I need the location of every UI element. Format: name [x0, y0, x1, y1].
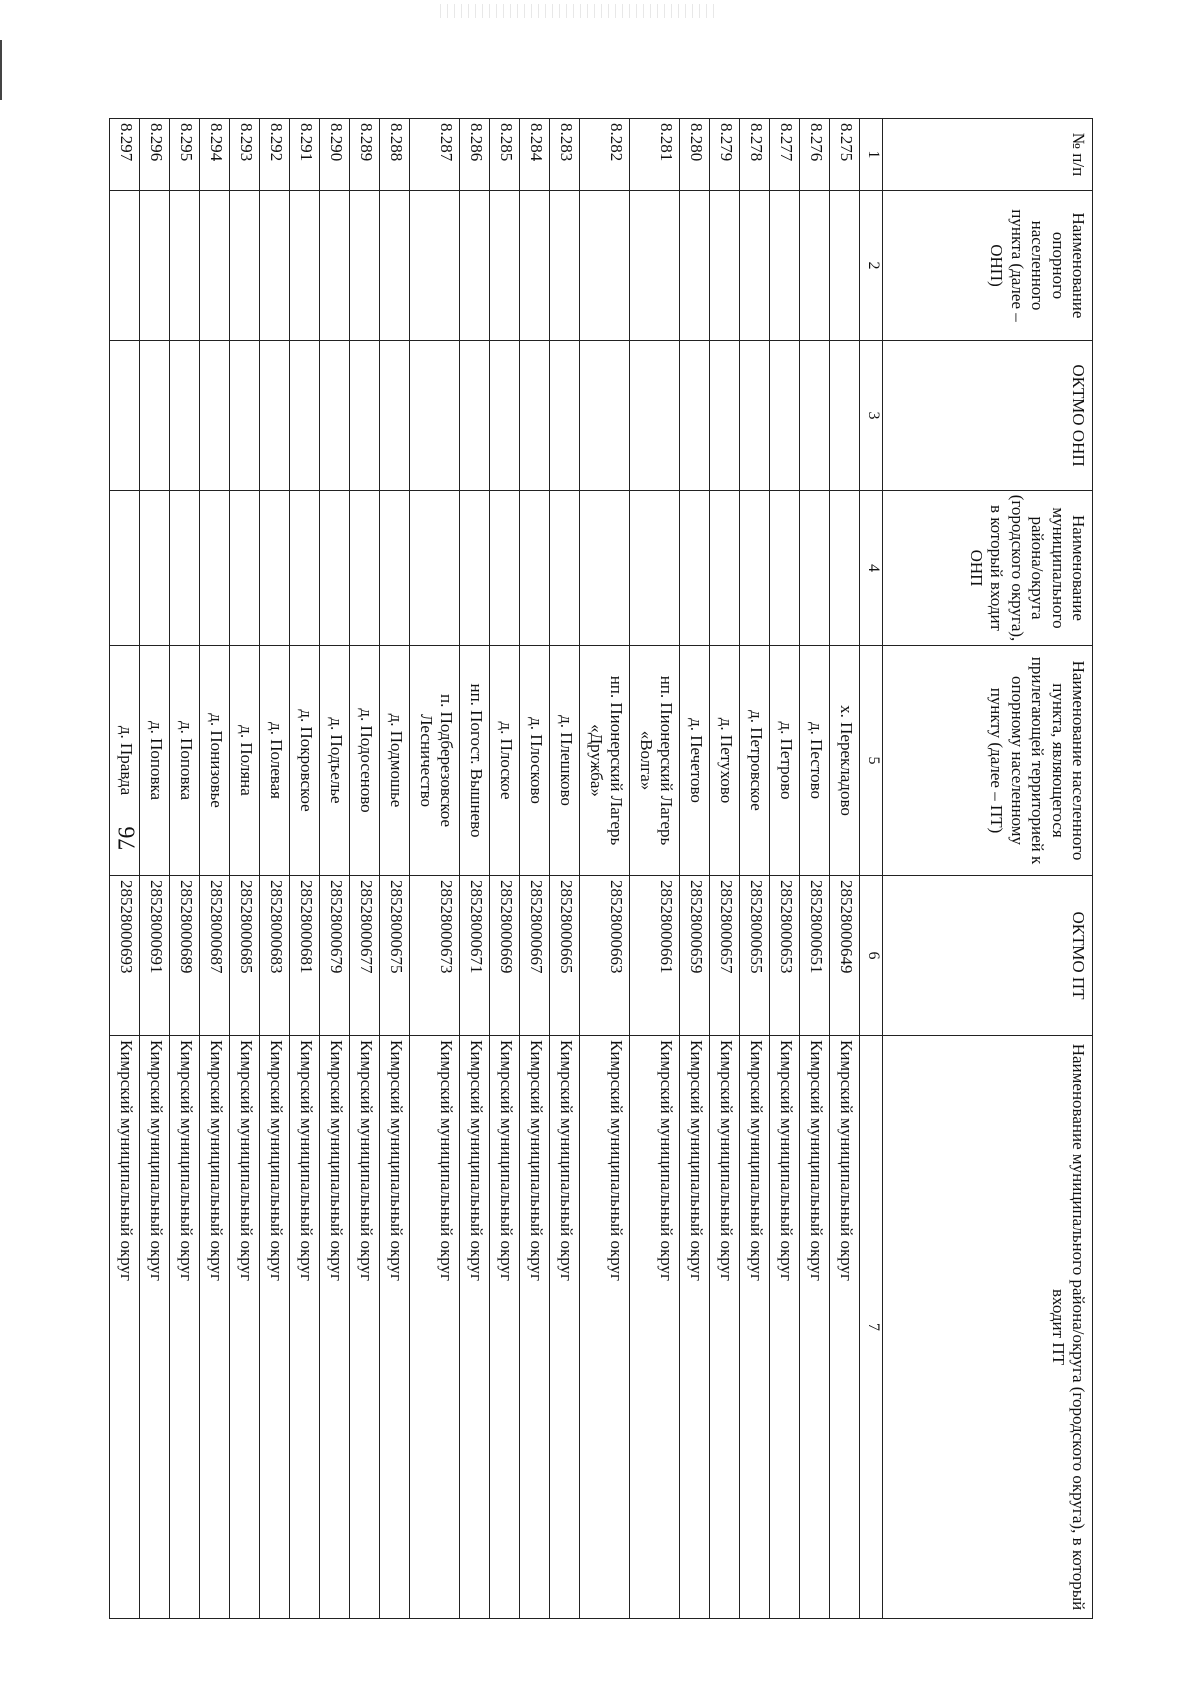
table-row — [350, 119, 380, 1619]
header-district-onp: Наименование муниципального района/округа (городского округа), в который входит ОНП — [883, 491, 1093, 646]
oktmo-pt-cell: 28528000693 — [110, 876, 140, 1036]
oktmo-pt-cell: 28528000685 — [230, 876, 260, 1036]
onp-cell — [460, 191, 490, 341]
district-pt-cell: Кимрский муниципальный округ — [290, 1036, 320, 1619]
table-body — [110, 119, 860, 1619]
district-onp-cell — [320, 491, 350, 646]
table-row — [520, 119, 550, 1619]
oktmo-onp-cell — [550, 341, 580, 491]
pt-name-cell: д. Полевая — [260, 646, 290, 876]
table-row — [260, 119, 290, 1619]
page-number: 76 — [114, 826, 141, 851]
row-number: 8.285 — [490, 119, 520, 191]
oktmo-pt-cell: 28528000655 — [740, 876, 770, 1036]
onp-cell — [110, 191, 140, 341]
district-onp-cell — [350, 491, 380, 646]
onp-cell — [380, 191, 410, 341]
district-onp-cell — [550, 491, 580, 646]
oktmo-onp-cell — [140, 341, 170, 491]
row-number: 8.283 — [550, 119, 580, 191]
table-row — [710, 119, 740, 1619]
district-pt-cell: Кимрский муниципальный округ — [140, 1036, 170, 1619]
district-pt-cell: Кимрский муниципальный округ — [550, 1036, 580, 1619]
onp-cell — [410, 191, 460, 341]
district-onp-cell — [680, 491, 710, 646]
district-onp-cell — [740, 491, 770, 646]
pt-name-cell: нп. Пионерский Лагерь «Волга» — [630, 646, 680, 876]
oktmo-pt-cell: 28528000687 — [200, 876, 230, 1036]
header-oktmo-onp: ОКТМО ОНП — [883, 341, 1093, 491]
district-pt-cell: Кимрский муниципальный округ — [350, 1036, 380, 1619]
scan-edge-mark — [0, 40, 2, 100]
row-number: 8.275 — [830, 119, 860, 191]
oktmo-pt-cell: 28528000691 — [140, 876, 170, 1036]
district-pt-cell: Кимрский муниципальный округ — [200, 1036, 230, 1619]
oktmo-pt-cell: 28528000679 — [320, 876, 350, 1036]
oktmo-pt-cell: 28528000657 — [710, 876, 740, 1036]
oktmo-onp-cell — [630, 341, 680, 491]
row-number: 8.279 — [710, 119, 740, 191]
district-pt-cell: Кимрский муниципальный округ — [170, 1036, 200, 1619]
header-row — [883, 119, 1093, 1619]
oktmo-pt-cell: 28528000669 — [490, 876, 520, 1036]
header-pt: Наименование населенного пункта, являющегося прилегающей территорией к опорному населенному пункту (далее – ПТ) — [883, 646, 1093, 876]
district-pt-cell: Кимрский муниципальный округ — [460, 1036, 490, 1619]
oktmo-pt-cell: 28528000663 — [580, 876, 630, 1036]
oktmo-onp-cell — [290, 341, 320, 491]
district-onp-cell — [520, 491, 550, 646]
pt-name-cell: д. Понизовье — [200, 646, 230, 876]
oktmo-onp-cell — [350, 341, 380, 491]
district-onp-cell — [630, 491, 680, 646]
oktmo-onp-cell — [320, 341, 350, 491]
rotated-page-content — [117, 118, 1093, 1618]
district-pt-cell: Кимрский муниципальный округ — [320, 1036, 350, 1619]
oktmo-onp-cell — [230, 341, 260, 491]
district-pt-cell: Кимрский муниципальный округ — [630, 1036, 680, 1619]
oktmo-pt-cell: 28528000659 — [680, 876, 710, 1036]
pt-name-cell: д. Петухово — [710, 646, 740, 876]
onp-cell — [490, 191, 520, 341]
scan-noise — [440, 4, 720, 18]
pt-name-cell: д. Плешково — [550, 646, 580, 876]
district-pt-cell: Кимрский муниципальный округ — [770, 1036, 800, 1619]
pt-name-cell: д. Подосеново — [350, 646, 380, 876]
pt-name-cell: д. Покровское — [290, 646, 320, 876]
pt-name-cell: д. Подмошье — [380, 646, 410, 876]
district-pt-cell: Кимрский муниципальный округ — [830, 1036, 860, 1619]
row-number: 8.287 — [410, 119, 460, 191]
row-number: 8.280 — [680, 119, 710, 191]
district-onp-cell — [290, 491, 320, 646]
column-number: 3 — [860, 341, 883, 491]
row-number: 8.277 — [770, 119, 800, 191]
table-row — [830, 119, 860, 1619]
district-onp-cell — [770, 491, 800, 646]
onp-cell — [290, 191, 320, 341]
row-number: 8.289 — [350, 119, 380, 191]
oktmo-pt-cell: 28528000689 — [170, 876, 200, 1036]
header-num: № п/п — [883, 119, 1093, 191]
oktmo-onp-cell — [410, 341, 460, 491]
table-row — [460, 119, 490, 1619]
row-number: 8.292 — [260, 119, 290, 191]
district-pt-cell: Кимрский муниципальный округ — [710, 1036, 740, 1619]
oktmo-onp-cell — [830, 341, 860, 491]
row-number: 8.293 — [230, 119, 260, 191]
column-number: 7 — [860, 1036, 883, 1619]
oktmo-pt-cell: 28528000667 — [520, 876, 550, 1036]
onp-cell — [140, 191, 170, 341]
district-onp-cell — [230, 491, 260, 646]
column-number: 5 — [860, 646, 883, 876]
oktmo-pt-cell: 28528000675 — [380, 876, 410, 1036]
oktmo-onp-cell — [110, 341, 140, 491]
oktmo-onp-cell — [800, 341, 830, 491]
table-row — [170, 119, 200, 1619]
oktmo-onp-cell — [580, 341, 630, 491]
district-pt-cell: Кимрский муниципальный округ — [580, 1036, 630, 1619]
district-onp-cell — [140, 491, 170, 646]
row-number: 8.276 — [800, 119, 830, 191]
table-row — [800, 119, 830, 1619]
district-pt-cell: Кимрский муниципальный округ — [800, 1036, 830, 1619]
column-number: 4 — [860, 491, 883, 646]
district-onp-cell — [380, 491, 410, 646]
oktmo-onp-cell — [490, 341, 520, 491]
pt-name-cell: д. Поповка — [140, 646, 170, 876]
table-row — [290, 119, 320, 1619]
table-row — [490, 119, 520, 1619]
oktmo-pt-cell: 28528000677 — [350, 876, 380, 1036]
table-row — [740, 119, 770, 1619]
row-number: 8.284 — [520, 119, 550, 191]
oktmo-onp-cell — [740, 341, 770, 491]
table-row — [680, 119, 710, 1619]
onp-cell — [260, 191, 290, 341]
oktmo-onp-cell — [770, 341, 800, 491]
pt-name-cell: д. Подъелье — [320, 646, 350, 876]
oktmo-pt-cell: 28528000665 — [550, 876, 580, 1036]
district-onp-cell — [410, 491, 460, 646]
oktmo-onp-cell — [710, 341, 740, 491]
column-number: 6 — [860, 876, 883, 1036]
district-onp-cell — [580, 491, 630, 646]
onp-cell — [550, 191, 580, 341]
oktmo-pt-cell: 28528000649 — [830, 876, 860, 1036]
oktmo-onp-cell — [380, 341, 410, 491]
onp-cell — [770, 191, 800, 341]
district-pt-cell: Кимрский муниципальный округ — [520, 1036, 550, 1619]
row-number: 8.288 — [380, 119, 410, 191]
district-onp-cell — [170, 491, 200, 646]
row-number: 8.290 — [320, 119, 350, 191]
pt-name-cell: д. Правда — [110, 646, 140, 876]
district-pt-cell: Кимрский муниципальный округ — [110, 1036, 140, 1619]
table-row — [200, 119, 230, 1619]
row-number: 8.286 — [460, 119, 490, 191]
pt-name-cell: п. Подберезовское Лесничество — [410, 646, 460, 876]
pt-name-cell: х. Перекладово — [830, 646, 860, 876]
pt-name-cell: нп. Пионерский Лагерь «Дружба» — [580, 646, 630, 876]
table-row — [770, 119, 800, 1619]
row-number: 8.297 — [110, 119, 140, 191]
column-number: 1 — [860, 119, 883, 191]
oktmo-pt-cell: 28528000681 — [290, 876, 320, 1036]
district-pt-cell: Кимрский муниципальный округ — [680, 1036, 710, 1619]
pt-name-cell: д. Печетово — [680, 646, 710, 876]
pt-name-cell: д. Поповка — [170, 646, 200, 876]
onp-cell — [200, 191, 230, 341]
settlements-table — [109, 118, 1093, 1619]
onp-cell — [800, 191, 830, 341]
oktmo-pt-cell: 28528000683 — [260, 876, 290, 1036]
district-onp-cell — [830, 491, 860, 646]
row-number: 8.291 — [290, 119, 320, 191]
district-pt-cell: Кимрский муниципальный округ — [740, 1036, 770, 1619]
onp-cell — [350, 191, 380, 341]
pt-name-cell: д. Плосково — [520, 646, 550, 876]
oktmo-onp-cell — [680, 341, 710, 491]
oktmo-pt-cell: 28528000653 — [770, 876, 800, 1036]
header-oktmo-pt: ОКТМО ПТ — [883, 876, 1093, 1036]
pt-name-cell: д. Петрово — [770, 646, 800, 876]
district-pt-cell: Кимрский муниципальный округ — [380, 1036, 410, 1619]
onp-cell — [230, 191, 260, 341]
onp-cell — [710, 191, 740, 341]
oktmo-pt-cell: 28528000651 — [800, 876, 830, 1036]
table-row — [110, 119, 140, 1619]
pt-name-cell: д. Плоское — [490, 646, 520, 876]
onp-cell — [830, 191, 860, 341]
table-row — [630, 119, 680, 1619]
district-onp-cell — [110, 491, 140, 646]
table-row — [550, 119, 580, 1619]
oktmo-pt-cell: 28528000671 — [460, 876, 490, 1036]
onp-cell — [580, 191, 630, 341]
column-number: 2 — [860, 191, 883, 341]
district-onp-cell — [710, 491, 740, 646]
row-number: 8.282 — [580, 119, 630, 191]
table-row — [230, 119, 260, 1619]
district-pt-cell: Кимрский муниципальный округ — [230, 1036, 260, 1619]
district-pt-cell: Кимрский муниципальный округ — [260, 1036, 290, 1619]
district-onp-cell — [460, 491, 490, 646]
oktmo-onp-cell — [520, 341, 550, 491]
district-onp-cell — [490, 491, 520, 646]
oktmo-onp-cell — [260, 341, 290, 491]
header-district-pt: Наименование муниципального района/округа (городского округа), в который входит ПТ — [883, 1036, 1093, 1619]
onp-cell — [320, 191, 350, 341]
district-onp-cell — [800, 491, 830, 646]
row-number: 8.296 — [140, 119, 170, 191]
table-row — [320, 119, 350, 1619]
oktmo-pt-cell: 28528000661 — [630, 876, 680, 1036]
table-row — [580, 119, 630, 1619]
header-onp: Наименование опорного населенного пункта (далее – ОНП) — [883, 191, 1093, 341]
oktmo-onp-cell — [460, 341, 490, 491]
pt-name-cell: д. Пестово — [800, 646, 830, 876]
row-number: 8.281 — [630, 119, 680, 191]
pt-name-cell: д. Поляна — [230, 646, 260, 876]
oktmo-onp-cell — [170, 341, 200, 491]
onp-cell — [740, 191, 770, 341]
table-row — [380, 119, 410, 1619]
onp-cell — [680, 191, 710, 341]
pt-name-cell: д. Петровское — [740, 646, 770, 876]
table-row — [410, 119, 460, 1619]
pt-name-cell: нп. Погост. Вышнево — [460, 646, 490, 876]
row-number: 8.278 — [740, 119, 770, 191]
onp-cell — [630, 191, 680, 341]
row-number: 8.294 — [200, 119, 230, 191]
onp-cell — [520, 191, 550, 341]
district-pt-cell: Кимрский муниципальный округ — [490, 1036, 520, 1619]
oktmo-onp-cell — [200, 341, 230, 491]
table-row — [140, 119, 170, 1619]
oktmo-pt-cell: 28528000673 — [410, 876, 460, 1036]
onp-cell — [170, 191, 200, 341]
district-onp-cell — [260, 491, 290, 646]
row-number: 8.295 — [170, 119, 200, 191]
column-number-row — [860, 119, 883, 1619]
district-pt-cell: Кимрский муниципальный округ — [410, 1036, 460, 1619]
district-onp-cell — [200, 491, 230, 646]
